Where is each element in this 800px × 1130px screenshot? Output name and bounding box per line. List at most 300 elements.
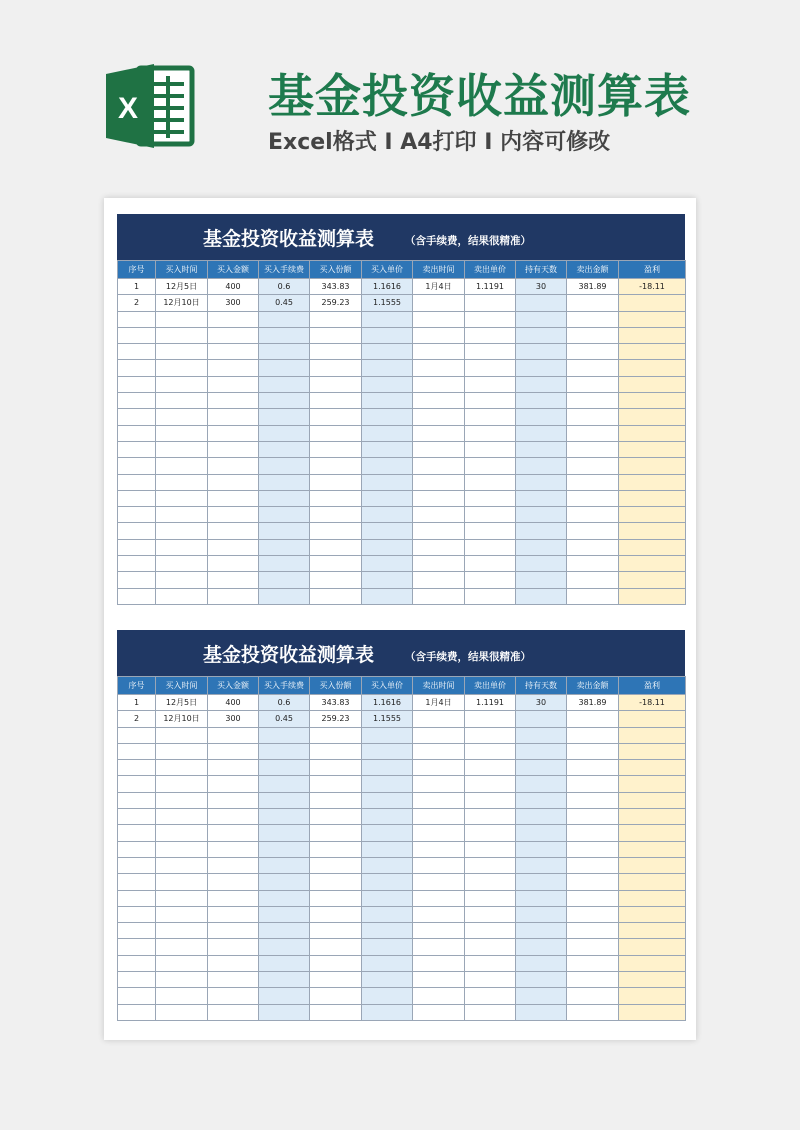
table-cell[interactable] [465,776,516,792]
table-cell[interactable] [310,825,362,841]
table-cell[interactable] [465,727,516,743]
table-cell[interactable]: 1.1555 [362,711,413,727]
table-cell[interactable] [362,776,413,792]
table-cell[interactable] [413,458,465,474]
table-cell[interactable] [516,474,567,490]
table-cell[interactable] [567,760,619,776]
table-cell[interactable] [465,906,516,922]
table-cell[interactable] [362,327,413,343]
table-cell[interactable] [619,906,686,922]
table-cell[interactable] [619,743,686,759]
table-cell[interactable] [567,792,619,808]
table-cell[interactable] [156,923,208,939]
table-cell[interactable] [362,809,413,825]
table-cell[interactable] [259,841,310,857]
table-cell[interactable] [465,474,516,490]
table-cell[interactable]: 12月10日 [156,711,208,727]
table-cell[interactable] [362,955,413,971]
table-cell[interactable] [516,890,567,906]
table-cell[interactable]: 12月5日 [156,279,208,295]
table-cell[interactable] [413,906,465,922]
table-cell[interactable] [413,1004,465,1020]
table-cell[interactable] [465,376,516,392]
table-cell[interactable] [362,841,413,857]
table-cell[interactable] [259,776,310,792]
table-cell[interactable] [310,523,362,539]
table-cell[interactable] [259,474,310,490]
table-cell[interactable] [362,507,413,523]
table-cell[interactable] [259,523,310,539]
table-cell[interactable] [619,711,686,727]
table-cell[interactable] [118,490,156,506]
table-cell[interactable] [259,360,310,376]
table-cell[interactable] [465,972,516,988]
table-cell[interactable] [465,743,516,759]
table-cell[interactable] [619,792,686,808]
table-cell[interactable] [413,776,465,792]
table-cell[interactable] [362,360,413,376]
table-cell[interactable] [465,988,516,1004]
table-cell[interactable] [156,490,208,506]
table-cell[interactable] [516,376,567,392]
table-cell[interactable] [567,825,619,841]
table-cell[interactable] [118,556,156,572]
table-cell[interactable] [619,393,686,409]
table-cell[interactable] [208,588,259,604]
table-cell[interactable] [310,743,362,759]
table-cell[interactable] [118,906,156,922]
table-cell[interactable] [619,360,686,376]
table-cell[interactable] [362,760,413,776]
table-cell[interactable] [208,393,259,409]
table-cell[interactable] [465,711,516,727]
table-cell[interactable] [118,825,156,841]
table-cell[interactable] [310,409,362,425]
table-cell[interactable]: 381.89 [567,279,619,295]
table-cell[interactable] [567,939,619,955]
table-cell[interactable] [310,458,362,474]
table-cell[interactable] [259,760,310,776]
table-cell[interactable] [118,539,156,555]
table-cell[interactable] [465,874,516,890]
table-cell[interactable] [516,923,567,939]
table-cell[interactable] [259,972,310,988]
table-cell[interactable] [118,376,156,392]
table-cell[interactable] [118,809,156,825]
table-cell[interactable] [567,988,619,1004]
table-cell[interactable] [310,507,362,523]
table-cell[interactable] [413,441,465,457]
table-cell[interactable] [259,409,310,425]
table-cell[interactable] [567,727,619,743]
table-cell[interactable] [413,890,465,906]
table-cell[interactable] [619,327,686,343]
table-cell[interactable] [362,825,413,841]
table-cell[interactable] [567,972,619,988]
table-cell[interactable] [156,939,208,955]
table-cell[interactable] [619,311,686,327]
table-cell[interactable] [465,556,516,572]
table-cell[interactable] [516,711,567,727]
table-cell[interactable] [118,972,156,988]
table-cell[interactable] [310,776,362,792]
table-cell[interactable] [567,906,619,922]
table-cell[interactable] [465,1004,516,1020]
table-cell[interactable] [310,1004,362,1020]
table-cell[interactable] [413,743,465,759]
table-cell[interactable] [465,825,516,841]
table-cell[interactable] [208,809,259,825]
table-cell[interactable] [413,327,465,343]
table-cell[interactable] [156,441,208,457]
table-cell[interactable] [567,458,619,474]
table-cell[interactable] [118,955,156,971]
table-cell[interactable] [619,425,686,441]
table-cell[interactable]: 30 [516,279,567,295]
table-cell[interactable] [516,939,567,955]
table-cell[interactable]: -18.11 [619,279,686,295]
table-cell[interactable] [362,474,413,490]
table-cell[interactable] [156,409,208,425]
table-cell[interactable] [310,556,362,572]
table-cell[interactable] [465,792,516,808]
table-cell[interactable] [208,507,259,523]
table-cell[interactable]: 12月10日 [156,295,208,311]
table-cell[interactable] [259,327,310,343]
table-cell[interactable] [208,890,259,906]
table-cell[interactable] [516,727,567,743]
table-cell[interactable] [310,760,362,776]
table-cell[interactable] [362,523,413,539]
table-cell[interactable] [465,857,516,873]
table-cell[interactable] [567,743,619,759]
table-cell[interactable] [413,507,465,523]
table-cell[interactable] [156,760,208,776]
table-cell[interactable] [516,988,567,1004]
table-cell[interactable]: 0.45 [259,295,310,311]
table-cell[interactable] [208,939,259,955]
table-cell[interactable] [465,523,516,539]
table-cell[interactable] [208,409,259,425]
table-cell[interactable] [259,939,310,955]
table-cell[interactable] [516,906,567,922]
table-cell[interactable] [259,857,310,873]
table-cell[interactable] [362,556,413,572]
table-cell[interactable] [516,857,567,873]
table-cell[interactable] [619,572,686,588]
table-cell[interactable]: 381.89 [567,695,619,711]
table-cell[interactable] [156,792,208,808]
table-cell[interactable] [516,441,567,457]
table-cell[interactable] [208,490,259,506]
table-cell[interactable] [362,458,413,474]
table-cell[interactable]: 2 [118,295,156,311]
table-cell[interactable] [156,507,208,523]
table-cell[interactable] [310,490,362,506]
table-cell[interactable] [208,743,259,759]
table-cell[interactable] [567,295,619,311]
table-cell[interactable] [259,727,310,743]
table-cell[interactable] [413,988,465,1004]
table-cell[interactable] [619,507,686,523]
table-cell[interactable] [362,393,413,409]
table-cell[interactable]: 1 [118,279,156,295]
table-cell[interactable] [118,760,156,776]
table-cell[interactable] [259,425,310,441]
table-cell[interactable] [310,360,362,376]
table-cell[interactable] [156,556,208,572]
table-cell[interactable] [567,393,619,409]
table-cell[interactable] [208,556,259,572]
table-cell[interactable] [259,507,310,523]
table-cell[interactable] [208,760,259,776]
table-cell[interactable] [310,841,362,857]
table-cell[interactable] [465,360,516,376]
table-cell[interactable] [118,874,156,890]
table-cell[interactable] [156,727,208,743]
table-cell[interactable] [619,539,686,555]
table-cell[interactable] [465,311,516,327]
table-cell[interactable] [259,809,310,825]
table-cell[interactable] [118,458,156,474]
table-cell[interactable] [567,556,619,572]
table-cell[interactable] [118,393,156,409]
table-cell[interactable] [413,939,465,955]
table-cell[interactable] [619,841,686,857]
table-cell[interactable] [362,874,413,890]
table-cell[interactable]: 1.1616 [362,695,413,711]
table-cell[interactable] [362,344,413,360]
table-cell[interactable]: 1月4日 [413,695,465,711]
table-cell[interactable] [156,955,208,971]
table-cell[interactable] [567,874,619,890]
table-cell[interactable] [118,360,156,376]
table-cell[interactable] [118,923,156,939]
table-cell[interactable] [465,458,516,474]
table-cell[interactable] [156,776,208,792]
table-cell[interactable] [567,955,619,971]
table-cell[interactable] [259,556,310,572]
table-cell[interactable] [516,972,567,988]
table-cell[interactable] [259,490,310,506]
table-cell[interactable] [362,572,413,588]
table-cell[interactable] [208,523,259,539]
table-cell[interactable] [567,311,619,327]
table-cell[interactable] [156,825,208,841]
table-cell[interactable] [567,409,619,425]
table-cell[interactable] [259,825,310,841]
table-cell[interactable] [516,841,567,857]
table-cell[interactable]: 343.83 [310,695,362,711]
table-cell[interactable]: 0.6 [259,695,310,711]
table-cell[interactable] [156,360,208,376]
table-cell[interactable] [310,441,362,457]
table-cell[interactable] [208,988,259,1004]
table-cell[interactable] [516,588,567,604]
table-cell[interactable] [465,344,516,360]
table-cell[interactable] [567,857,619,873]
table-cell[interactable] [156,311,208,327]
table-cell[interactable]: 30 [516,695,567,711]
table-cell[interactable]: 12月5日 [156,695,208,711]
table-cell[interactable] [259,572,310,588]
table-cell[interactable] [413,955,465,971]
table-cell[interactable] [413,841,465,857]
table-cell[interactable] [465,507,516,523]
table-cell[interactable] [208,311,259,327]
table-cell[interactable] [156,841,208,857]
table-cell[interactable] [208,441,259,457]
table-cell[interactable] [259,441,310,457]
table-cell[interactable] [156,523,208,539]
table-cell[interactable] [208,458,259,474]
table-cell[interactable] [310,572,362,588]
table-cell[interactable] [567,890,619,906]
table-cell[interactable] [156,743,208,759]
table-cell[interactable] [208,727,259,743]
table-cell[interactable]: 1.1616 [362,279,413,295]
table-cell[interactable] [567,776,619,792]
table-cell[interactable] [413,923,465,939]
table-cell[interactable] [310,327,362,343]
table-cell[interactable] [516,792,567,808]
table-cell[interactable] [567,923,619,939]
table-cell[interactable] [208,972,259,988]
table-cell[interactable] [465,441,516,457]
table-cell[interactable] [259,890,310,906]
table-cell[interactable] [619,556,686,572]
table-cell[interactable] [619,490,686,506]
table-cell[interactable] [619,890,686,906]
table-cell[interactable] [208,1004,259,1020]
table-cell[interactable] [567,523,619,539]
table-cell[interactable] [259,1004,310,1020]
table-cell[interactable] [208,923,259,939]
table-cell[interactable] [413,874,465,890]
table-cell[interactable]: 1.1191 [465,695,516,711]
table-cell[interactable] [208,776,259,792]
table-cell[interactable] [567,490,619,506]
table-cell[interactable] [208,792,259,808]
table-cell[interactable] [310,874,362,890]
table-cell[interactable] [619,955,686,971]
table-cell[interactable] [156,972,208,988]
table-cell[interactable]: 259.23 [310,295,362,311]
table-cell[interactable] [362,490,413,506]
table-cell[interactable] [413,539,465,555]
table-cell[interactable] [118,727,156,743]
table-cell[interactable] [413,311,465,327]
table-cell[interactable] [156,572,208,588]
table-cell[interactable] [259,792,310,808]
table-cell[interactable] [413,588,465,604]
table-cell[interactable] [516,523,567,539]
table-cell[interactable] [465,841,516,857]
table-cell[interactable] [310,939,362,955]
table-cell[interactable] [619,760,686,776]
table-cell[interactable] [118,409,156,425]
table-cell[interactable] [619,939,686,955]
table-cell[interactable] [619,588,686,604]
table-cell[interactable] [118,890,156,906]
table-cell[interactable] [516,311,567,327]
table-cell[interactable] [310,425,362,441]
table-cell[interactable] [156,425,208,441]
table-cell[interactable] [310,393,362,409]
table-cell[interactable] [465,955,516,971]
table-cell[interactable] [208,572,259,588]
table-cell[interactable] [619,409,686,425]
table-cell[interactable] [156,393,208,409]
table-cell[interactable] [619,972,686,988]
table-cell[interactable] [413,344,465,360]
table-cell[interactable] [516,1004,567,1020]
table-cell[interactable] [567,507,619,523]
table-cell[interactable] [362,1004,413,1020]
table-cell[interactable] [516,393,567,409]
table-cell[interactable]: 400 [208,279,259,295]
table-cell[interactable] [208,344,259,360]
table-cell[interactable] [516,556,567,572]
table-cell[interactable] [310,311,362,327]
table-cell[interactable] [619,295,686,311]
table-cell[interactable] [310,906,362,922]
table-cell[interactable] [516,344,567,360]
table-cell[interactable] [567,327,619,343]
table-cell[interactable] [208,874,259,890]
table-cell[interactable] [465,295,516,311]
table-cell[interactable] [516,776,567,792]
table-cell[interactable] [118,939,156,955]
table-cell[interactable] [310,376,362,392]
table-cell[interactable] [516,458,567,474]
table-cell[interactable] [118,572,156,588]
table-cell[interactable] [465,490,516,506]
table-cell[interactable] [516,572,567,588]
table-cell[interactable] [362,792,413,808]
table-cell[interactable] [362,588,413,604]
table-cell[interactable] [118,523,156,539]
table-cell[interactable] [619,923,686,939]
table-cell[interactable]: 400 [208,695,259,711]
table-cell[interactable] [259,874,310,890]
table-cell[interactable] [362,906,413,922]
table-cell[interactable] [259,458,310,474]
table-cell[interactable] [362,376,413,392]
table-cell[interactable] [156,1004,208,1020]
table-cell[interactable] [567,425,619,441]
table-cell[interactable] [259,923,310,939]
table-cell[interactable] [619,474,686,490]
table-cell[interactable] [619,523,686,539]
table-cell[interactable] [465,393,516,409]
table-cell[interactable] [413,376,465,392]
table-cell[interactable] [516,327,567,343]
table-cell[interactable] [413,425,465,441]
table-cell[interactable] [619,825,686,841]
table-cell[interactable]: 1月4日 [413,279,465,295]
table-cell[interactable] [259,539,310,555]
table-cell[interactable]: 1.1191 [465,279,516,295]
table-cell[interactable] [310,923,362,939]
table-cell[interactable] [567,539,619,555]
table-cell[interactable] [362,743,413,759]
table-cell[interactable] [156,376,208,392]
table-cell[interactable] [413,295,465,311]
table-cell[interactable] [516,760,567,776]
table-cell[interactable]: 0.6 [259,279,310,295]
table-cell[interactable] [208,955,259,971]
